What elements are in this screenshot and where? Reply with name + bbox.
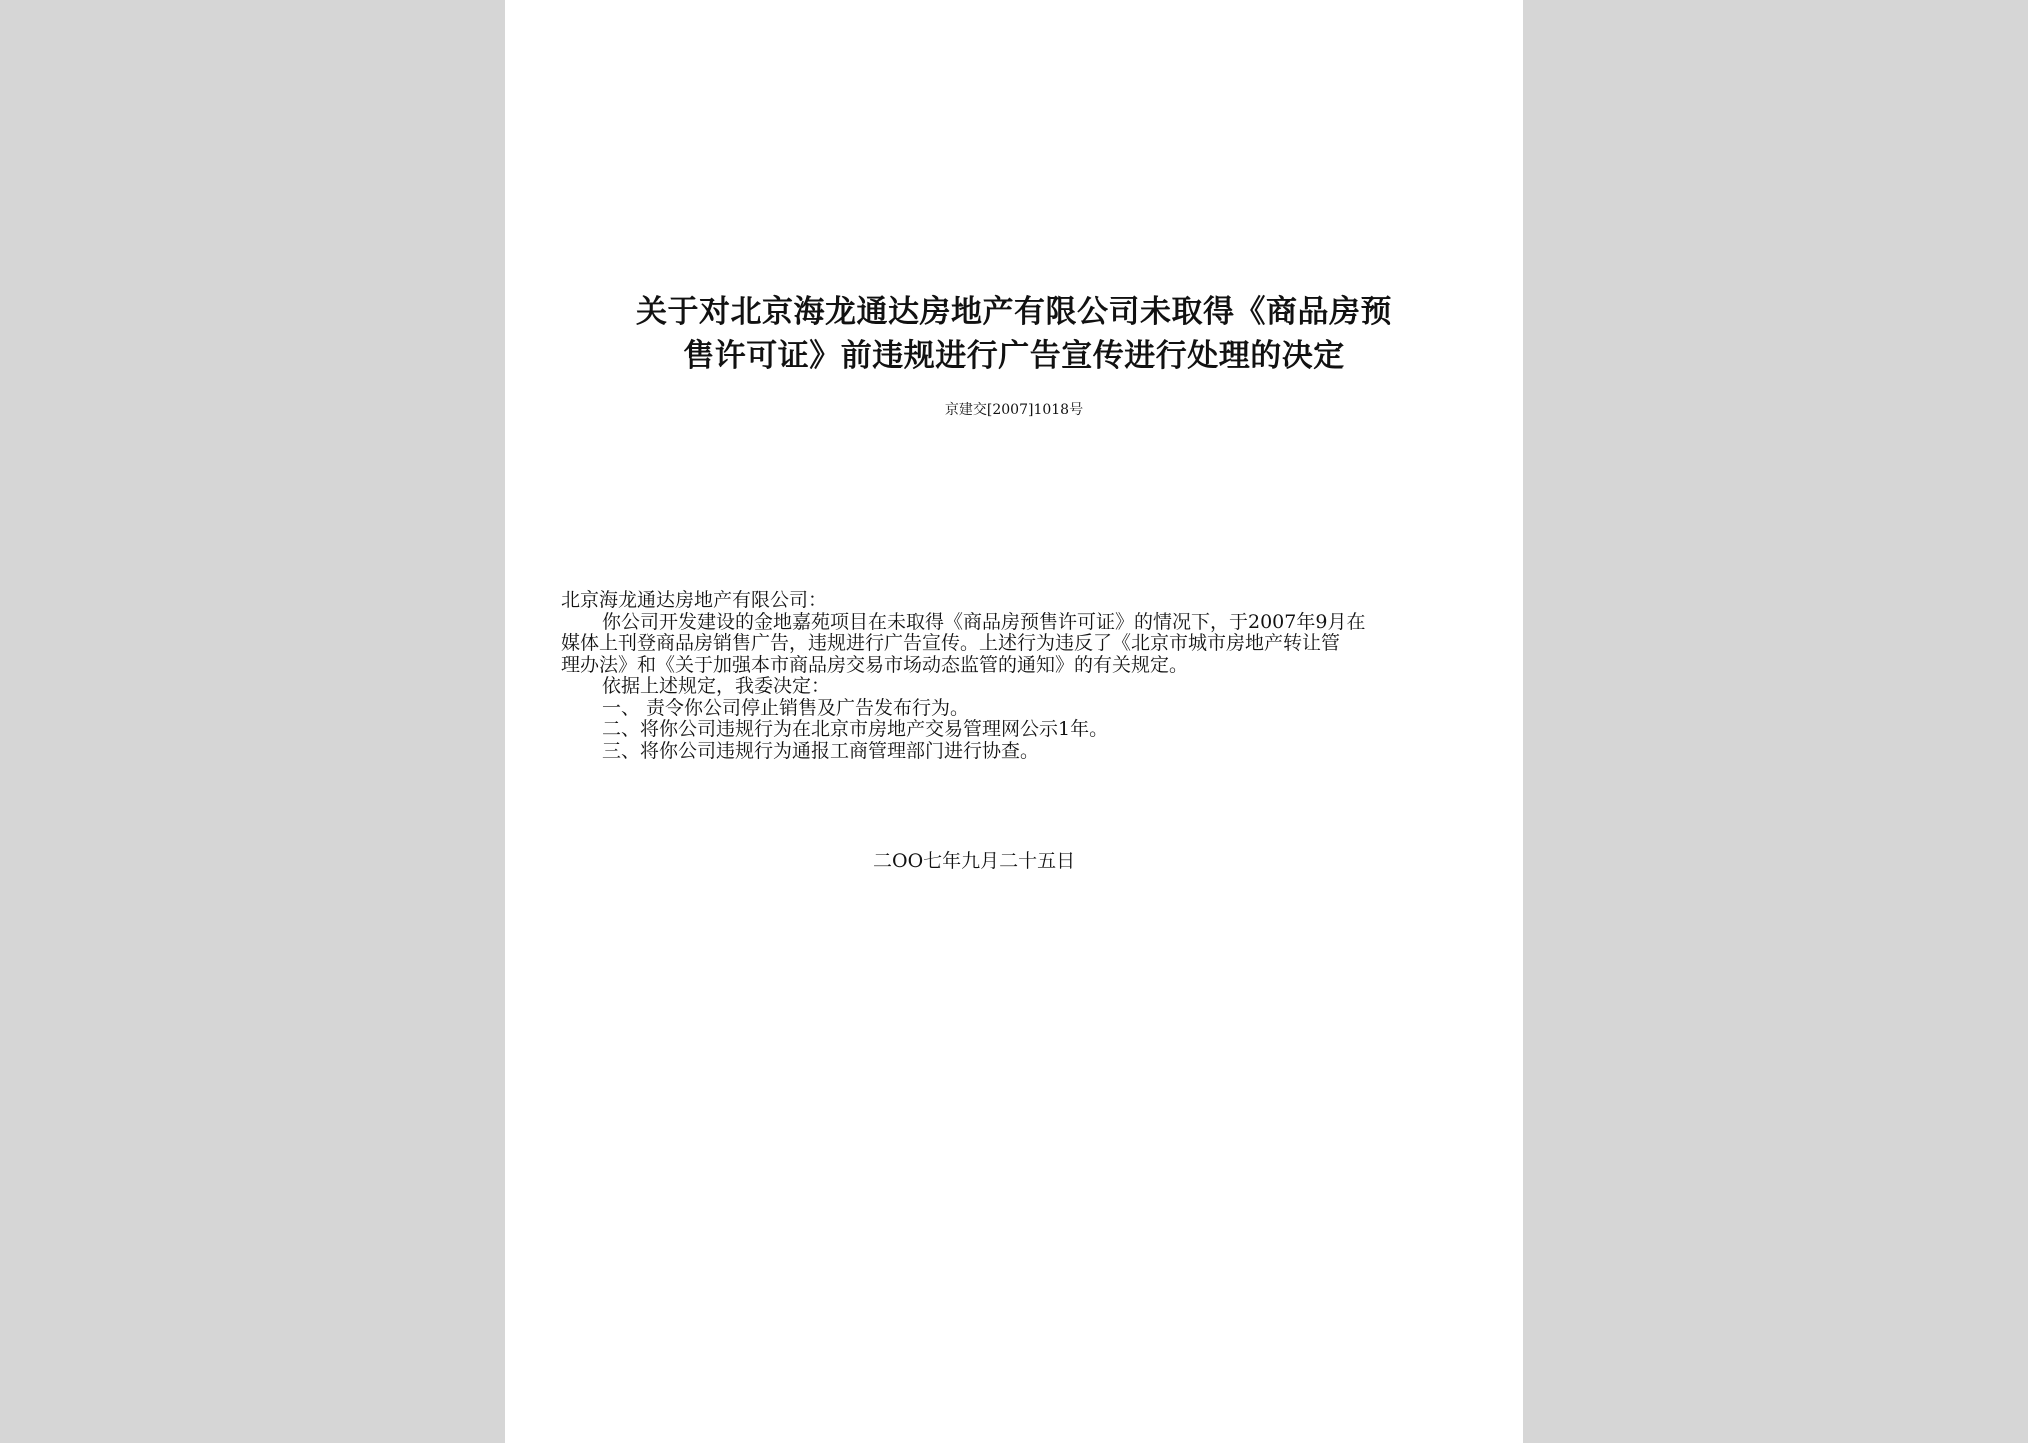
- paragraph-2: 依据上述规定，我委决定：: [602, 675, 831, 697]
- paragraph-1-line-1: 你公司开发建设的金地嘉苑项目在未取得《商品房预售许可证》的情况下，于2007年9月在: [602, 610, 1366, 633]
- document-page: [505, 0, 1523, 1443]
- paragraph-1-line-2: 媒体上刊登商品房销售广告，违规进行广告宣传。上述行为违反了《北京市城市房地产转让管: [561, 632, 1341, 654]
- document-body: [561, 590, 1471, 762]
- title-line-2: 售许可证》前违规进行广告宣传进行处理的决定: [683, 338, 1345, 374]
- decision-item-1: 一、 责令你公司停止销售及广告发布行为。: [602, 696, 970, 719]
- title-line-1: 关于对北京海龙通达房地产有限公司未取得《商品房预: [636, 294, 1392, 330]
- decision-item-2: 二、将你公司违规行为在北京市房地产交易管理网公示1年。: [602, 718, 1109, 740]
- paragraph-1-line-3: 理办法》和《关于加强本市商品房交易市场动态监管的通知》的有关规定。: [561, 653, 1189, 676]
- document-number: 京建交[2007]1018号: [944, 402, 1084, 418]
- document-date: 二OO七年九月二十五日: [873, 850, 1076, 872]
- decision-item-3: 三、将你公司违规行为通报工商管理部门进行协查。: [602, 739, 1040, 762]
- document-title: [545, 290, 1483, 378]
- addressee: 北京海龙通达房地产有限公司：: [561, 589, 828, 611]
